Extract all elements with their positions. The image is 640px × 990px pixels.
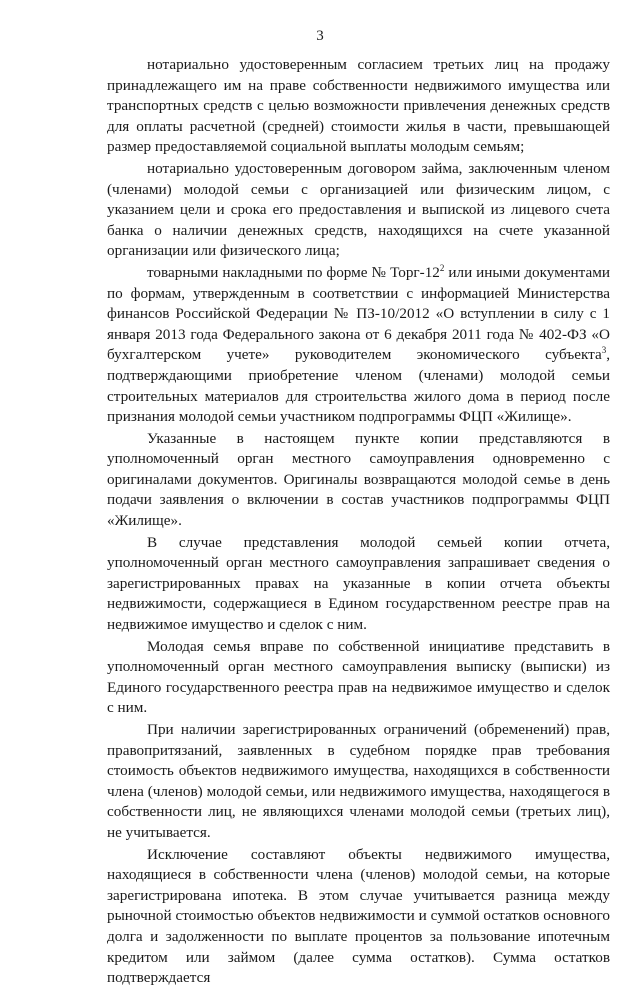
paragraph-extract-initiative: Молодая семья вправе по собственной инициативе представить в уполномоченный орган местного самоуправления выписку (выписки) из Единого государственного реестра прав на недвижимое имущество и сделок с ним. [107,637,610,717]
paragraph-waybills [107,263,610,428]
waybills-text-part1: товарными накладными по форме № Торг-12 [147,263,440,281]
footnote-ref-2: 2 [439,262,445,273]
paragraph-report-request: В случае представления молодой семьей копии отчета, уполномоченный орган местного самоуправления запрашивает сведения о зарегистрированных правах на указанные в копии отчета объекты недвижимости, содержащиеся в Едином государственном реестре прав на недвижимое имущество и сделок с ним. [107,533,610,634]
waybills-text-part2: или иными документами по формам, утвержденным в соответствии с информацией Министерства финансов Российской Федерации № ПЗ-10/2012 «О вступлении в силу с 1 января 2013 года Федерального закона от 6 декабря 2011 года № 402-ФЗ «О бухгалтерском учете» руководителем экономического субъекта [107,263,610,364]
paragraph-copies-submission: Указанные в настоящем пункте копии представляются в уполномоченный орган местного самоуправления одновременно с оригиналами документов. Оригиналы возвращаются молодой семье в день подачи заявления о включении в состав участников подпрограммы ФЦП «Жилище». [107,429,610,530]
paragraph-notarial-consent: нотариально удостоверенным согласием третьих лиц на продажу принадлежащего им на праве собственности недвижимого имущества или транспортных средств с целью возможности привлечения денежных средств для оплаты расчетной (средней) стоимости жилья в части, превышающей размер предоставляемой социальной выплаты молодым семьям; [107,56,610,156]
page-number: 3 [316,28,324,44]
footnote-ref-3: 3 [601,345,607,356]
waybills-text-part3: , подтверждающими приобретение членом (членами) молодой семьи строительных материалов для строительства жилого дома в период после признания молодой семьи участником подпрограммы ФЦП «Жилище». [107,346,610,426]
paragraph-loan-agreement: нотариально удостоверенным договором займа, заключенным членом (членами) молодой семьи с организацией или физическим лицом, с указанием цели и срока его предоставления и выпиской из лицевого счета банка о наличии денежных средств, находящихся на счете указанной организации или физического лица; [107,159,610,260]
paragraph-mortgage-exception: Исключение составляют объекты недвижимого имущества, находящиеся в собственности члена (членов) молодой семьи, на которые зарегистрирована ипотека. В этом случае учитывается разница между рыночной стоимостью объектов недвижимости и суммой остатков основного долга и задолженности по выплате процентов за пользование ипотечным кредитом или займом (далее сумма остатков). Сумма остатков подтверждается [107,845,610,987]
paragraph-encumbrances: При наличии зарегистрированных ограничений (обременений) прав, правопритязаний, заявленных в судебном порядке прав требования стоимость объектов недвижимого имущества, находящихся в собственности члена (членов) молодой семьи, или недвижимого имущества, находящегося в собственности лиц, не являющихся членами молодой семьи (третьих лиц), не учитывается. [107,721,610,841]
document-body [107,55,610,990]
